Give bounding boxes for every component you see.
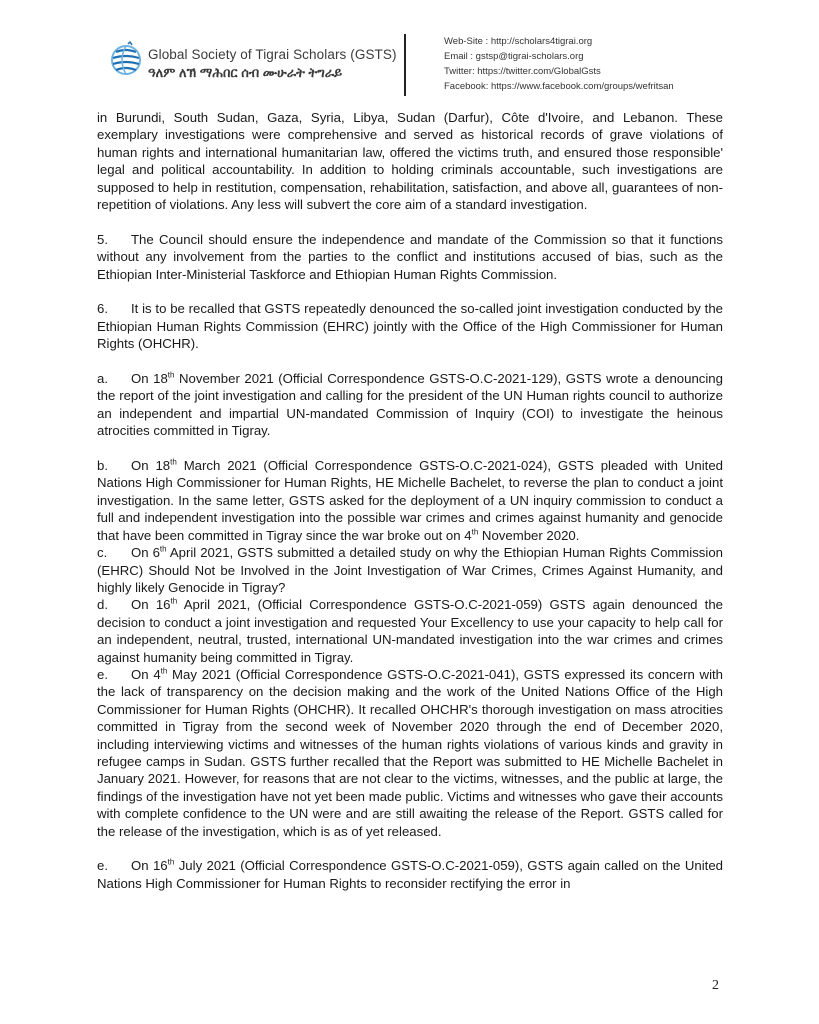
facebook-link[interactable]: Facebook: https://www.facebook.com/groups/wefritsan (444, 81, 674, 92)
paragraph-text-start: On 16 (131, 597, 171, 613)
page-number: 2 (712, 978, 719, 993)
paragraph-text-start: On 6 (131, 545, 160, 561)
contact-info (444, 34, 674, 94)
paragraph-6 (97, 300, 723, 352)
paragraph-b (97, 457, 723, 544)
ordinal-suffix: th (170, 457, 177, 467)
paragraph-number: 5. (97, 231, 108, 247)
paragraph-text-start: On 18 (131, 371, 168, 387)
paragraph-text: It is to be recalled that GSTS repeatedly denounced the so-called joint investigation conducted by the Ethiopian Human Rights Commission (EHRC) jointly with the Office of the High Commissioner for Human Rights (OHCHR). (97, 301, 723, 352)
paragraph-number: b. (97, 458, 108, 474)
paragraph-number: e. (97, 858, 108, 874)
paragraph-text-end: November 2020. (478, 527, 580, 543)
ordinal-suffix: th (471, 527, 479, 537)
paragraph-c (97, 544, 723, 596)
intro-paragraph: in Burundi, South Sudan, Gaza, Syria, Libya, Sudan (Darfur), Côte d'Ivoire, and Lebanon. These exemplary investigations were comprehensive and served as historical records of grave violations of human rights and international humanitarian law, offered the victims truth, and ensured those responsible' legal and political accountability. In addition to holding criminals accountable, such investigations are supposed to help in restitution, compensation, rehabilitation, satisfaction, and above all, guarantees of non-repetition of violations. Any less will subvert the core aim of a standard investigation. (97, 110, 723, 213)
paragraph-e-second (97, 857, 723, 892)
ordinal-suffix: th (167, 370, 175, 380)
ordinal-suffix: th (159, 544, 167, 554)
paragraph-text: March 2021 (Official Correspondence GSTS-O.C-2021-024), GSTS pleaded with United Nations High Commissioner for Human Rights, HE Michelle Bachelet, to reverse the plan to conduct a joint investigation. In the same letter, GSTS asked for the deployment of a UN inquiry commission to conduct a full and independent investigation into the possible war crimes and crimes against humanity and genocide that have been committed in Tigray since the war broke out on 4 (97, 458, 723, 543)
org-name-english: Global Society of Tigrai Scholars (GSTS) (148, 47, 397, 62)
paragraph-text: The Council should ensure the independence and mandate of the Commission so that it functions without any involvement from the parties to the conflict and institutions accused of bias, such as the Ethiopian Inter-Ministerial Taskforce and Ethiopian Human Rights Commission. (97, 231, 723, 282)
paragraph-text-start: On 16 (131, 858, 168, 874)
paragraph-number: 6. (97, 301, 108, 317)
ordinal-suffix: th (170, 596, 178, 606)
ordinal-suffix: th (160, 666, 168, 676)
paragraph-text: July 2021 (Official Correspondence GSTS-O.C-2021-059), GSTS again called on the United Nations High Commissioner for Human Rights to reconsider rectifying the error in (97, 858, 723, 891)
twitter-link[interactable]: Twitter: https://twitter.com/GlobalGsts (444, 66, 601, 77)
letterhead (0, 0, 819, 100)
paragraph-number: c. (97, 545, 108, 561)
website-link[interactable]: Web-Site : http://scholars4tigrai.org (444, 36, 593, 47)
globe-logo-icon (108, 40, 144, 80)
paragraph-5 (97, 231, 723, 283)
paragraph-text-start: On 18 (131, 458, 171, 474)
org-name-tigrinya: ዓለም ለኽ ማሕበር ሰብ ሙሁራት ትግራይ (148, 65, 343, 80)
paragraph-text: April 2021, (Official Correspondence GSTS-O.C-2021-059) GSTS again denounced the decision to conduct a joint investigation and requested Your Excellency to use your capacity to help call for an independent, neutral, trusted, international UN-mandated investigation into the war crimes and crimes against humanity being committed in Tigray. (97, 597, 723, 665)
paragraph-text-start: On 4 (131, 666, 161, 682)
header-divider (404, 34, 406, 96)
paragraph-number: d. (97, 597, 108, 613)
paragraph-d (97, 596, 723, 666)
paragraph-text: April 2021, GSTS submitted a detailed study on why the Ethiopian Human Rights Commission (EHRC) Should Not be Involved in the Joint Investigation of War Crimes, Crimes Against Humanity, and highly likely Genocide in Tigray? (97, 545, 723, 595)
paragraph-number: a. (97, 371, 108, 387)
letter-body (97, 109, 723, 892)
email-link[interactable]: Email : gstsp@tigrai-scholars.org (444, 51, 584, 62)
paragraph-a (97, 370, 723, 440)
paragraph-e (97, 666, 723, 840)
paragraph-text: May 2021 (Official Correspondence GSTS-O.C-2021-041), GSTS expressed its concern with the lack of transparency on the decision making and the work of the United Nations Office of the High Commissioner for Human Rights (OHCHR). It recalled OHCHR's thorough investigation on mass atrocities committed in Tigray from the second week of November 2020 through the end of December 2020, including interviewing victims and witnesses of the human rights violations of various kinds and gravity in refugee camps in Sudan. GSTS further recalled that the Report was submitted to HE Michelle Bachelet in January 2021. However, for reasons that are not clear to the victims, witnesses, and the public at large, the findings of the investigation have not yet been made public. Victims and witnesses who gave their accounts with complete confidence to the UN were and are still awaiting the release of the Report. GSTS called for the release of the investigation, which is as of yet released. (97, 666, 723, 839)
paragraph-number: e. (97, 666, 108, 682)
paragraph-text: November 2021 (Official Correspondence GSTS-O.C-2021-129), GSTS wrote a denouncing the report of the joint investigation and calling for the president of the UN Human rights council to authorize an independent and impartial UN-mandated Commission of Inquiry (COI) to investigate the heinous atrocities committed in Tigray. (97, 371, 723, 439)
ordinal-suffix: th (167, 858, 175, 867)
